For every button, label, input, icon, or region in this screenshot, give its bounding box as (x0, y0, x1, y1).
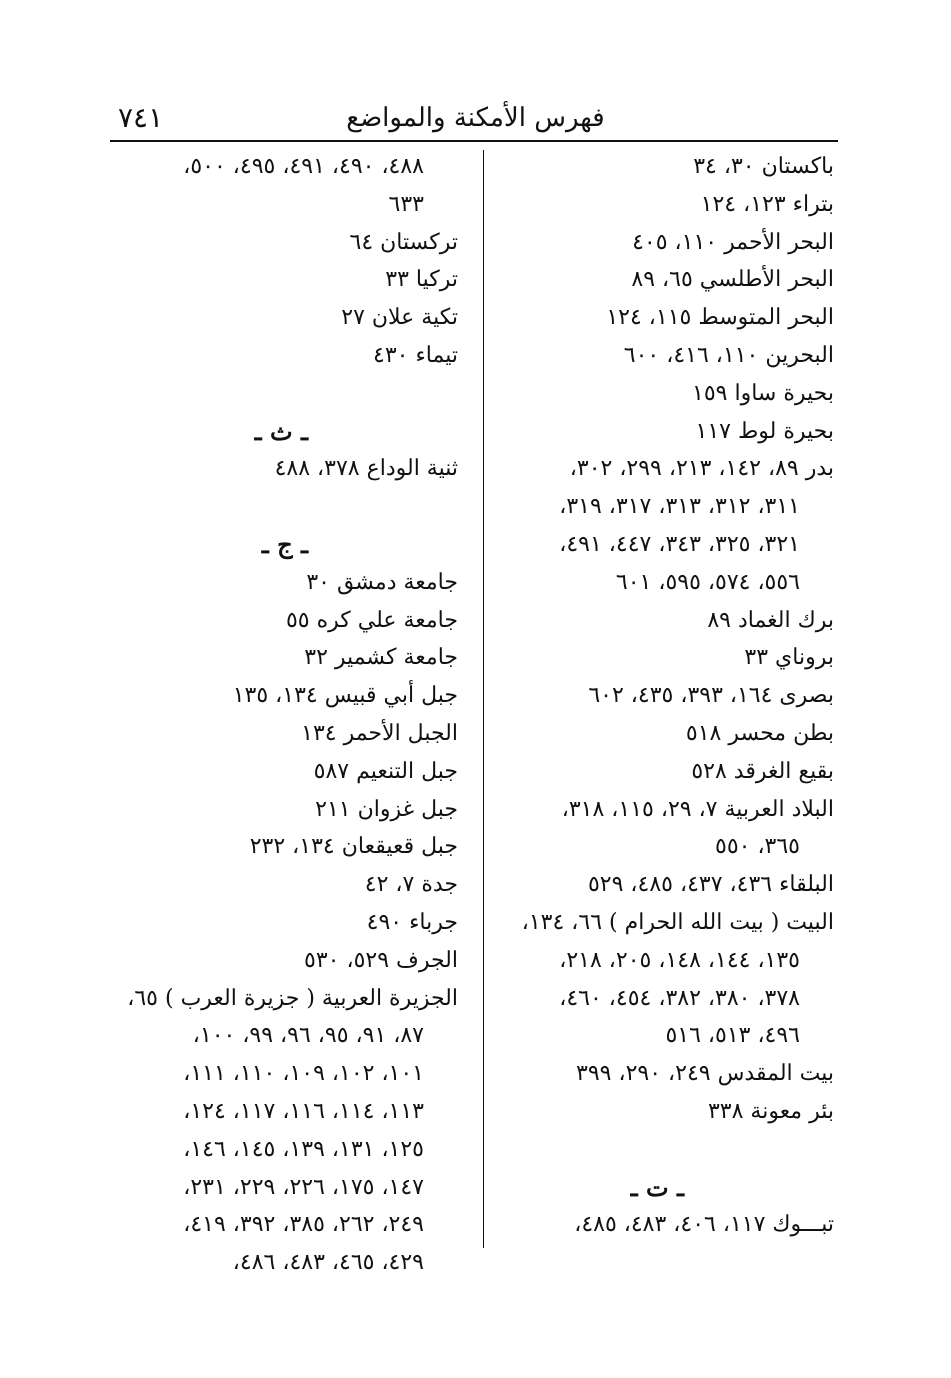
index-continuation-line: ٨٧، ٩١، ٩٥، ٩٦، ٩٩، ١٠٠، (192, 1023, 424, 1049)
index-continuation-line: ٢٤٩، ٢٦٢، ٣٨٥، ٣٩٢، ٤١٩، (183, 1212, 424, 1238)
index-continuation-line: ٦٣٣ (388, 191, 424, 217)
index-entry: جبل أبي قبيس ١٣٤، ١٣٥ (232, 683, 458, 709)
index-continuation-line: ٤٨٨، ٤٩٠، ٤٩١، ٤٩٥، ٥٠٠، (183, 154, 424, 179)
page-title: فهرس الأمكنة والمواضع (346, 103, 605, 133)
index-continuation-line: ٣٧٨، ٣٨٠، ٣٨٢، ٤٥٤، ٤٦٠، (559, 985, 800, 1011)
index-entry: بروناي ٣٣ (744, 645, 834, 671)
index-entry: الجرف ٥٢٩، ٥٣٠ (304, 947, 458, 973)
index-entry: بيت المقدس ٢٤٩، ٢٩٠، ٣٩٩ (576, 1061, 834, 1087)
index-entry: البحر الأطلسي ٦٥، ٨٩ (631, 267, 834, 293)
index-entry: البلاد العربية ٧، ٢٩، ١١٥، ٣١٨، (561, 796, 834, 822)
index-entry: تركستان ٦٤ (349, 229, 458, 255)
index-entry: ثنية الوداع ٣٧٨، ٤٨٨ (274, 456, 458, 482)
index-entry: جامعة علي كره ٥٥ (285, 607, 458, 633)
index-entry: جبل قعيقعان ١٣٤، ٢٣٢ (249, 834, 458, 860)
index-continuation-line: ١٠١، ١٠٢، ١٠٩، ١١٠، ١١١، (183, 1061, 424, 1087)
index-entry: بصرى ١٦٤، ٣٩٣، ٤٣٥، ٦٠٢ (588, 683, 834, 709)
header-rule (110, 140, 838, 142)
page-number: ٧٤١ (118, 101, 164, 134)
index-entry: جبل التنعيم ٥٨٧ (313, 758, 458, 784)
index-entry: البلقاء ٤٣٦، ٤٣٧، ٤٨٥، ٥٢٩ (587, 872, 834, 898)
index-entry: بطن محسر ٥١٨ (685, 720, 834, 746)
index-entry: جبل غزوان ٢١١ (315, 796, 458, 822)
letter-heading: ـ ج ـ (261, 529, 308, 559)
column-divider (483, 150, 484, 1248)
index-continuation-line: ٣٦٥، ٥٥٠ (715, 834, 800, 860)
index-entry: تبـــوك ١١٧، ٤٠٦، ٤٨٣، ٤٨٥، (574, 1212, 834, 1238)
index-continuation-line: ٥٥٦، ٥٧٤، ٥٩٥، ٦٠١ (615, 569, 800, 595)
index-continuation-line: ١٢٥، ١٣١، ١٣٩، ١٤٥، ١٤٦، (183, 1136, 424, 1162)
spacer (128, 488, 458, 526)
index-entry: برك الغماد ٨٩ (707, 607, 834, 633)
index-column-right (498, 148, 834, 1244)
spacer (498, 1131, 834, 1169)
index-entry: البحر المتوسط ١١٥، ١٢٤ (606, 305, 834, 331)
index-continuation-line: ٤٢٩، ٤٦٥، ٤٨٣، ٤٨٦، (232, 1250, 424, 1276)
index-column-left (128, 148, 458, 1282)
index-entry: بئر معونة ٣٣٨ (707, 1098, 834, 1124)
index-entry: بتراء ١٢٣، ١٢٤ (700, 191, 834, 217)
index-entry: بحيرة ساوا ١٥٩ (692, 380, 834, 406)
index-continuation-line: ١٤٧، ١٧٥، ٢٢٦، ٢٢٩، ٢٣١، (183, 1174, 424, 1200)
index-entry: جدة ٧، ٤٢ (364, 872, 458, 898)
index-continuation-line: ١٣٥، ١٤٤، ١٤٨، ٢٠٥، ٢١٨، (559, 947, 800, 973)
index-entry: الجبل الأحمر ١٣٤ (301, 720, 458, 746)
index-entry: بقيع الغرقد ٥٢٨ (691, 758, 834, 784)
index-entry: جامعة دمشق ٣٠ (306, 569, 458, 595)
index-entry: بحيرة لوط ١١٧ (695, 418, 834, 444)
index-entry: الجزيرة العربية ( جزيرة العرب ) ٦٥، (127, 985, 458, 1011)
index-continuation-line: ٣٢١، ٣٢٥، ٣٤٣، ٤٤٧، ٤٩١، (559, 531, 800, 557)
index-entry: البحر الأحمر ١١٠، ٤٠٥ (632, 229, 834, 255)
index-entry: تكية علان ٢٧ (341, 305, 458, 331)
index-entry: تركيا ٣٣ (385, 267, 458, 293)
index-entry: جامعة كشمير ٣٢ (304, 645, 458, 671)
index-entry: البحرين ١١٠، ٤١٦، ٦٠٠ (623, 342, 834, 368)
index-entry: باكستان ٣٠، ٣٤ (693, 154, 834, 179)
index-entry: بدر ٨٩، ١٤٢، ٢١٣، ٢٩٩، ٣٠٢، (569, 456, 834, 482)
index-continuation-line: ٣١١، ٣١٢، ٣١٣، ٣١٧، ٣١٩، (559, 494, 800, 520)
letter-heading: ـ ت ـ (630, 1172, 684, 1202)
index-entry: تيماء ٤٣٠ (373, 342, 458, 368)
index-continuation-line: ١١٣، ١١٤، ١١٦، ١١٧، ١٢٤، (183, 1098, 424, 1124)
index-entry: جرباء ٤٩٠ (366, 909, 458, 935)
index-entry: البيت ( بيت الله الحرام ) ٦٦، ١٣٤، (521, 909, 834, 935)
letter-heading: ـ ث ـ (254, 416, 308, 446)
spacer (128, 375, 458, 413)
index-continuation-line: ٤٩٦، ٥١٣، ٥١٦ (665, 1023, 800, 1049)
